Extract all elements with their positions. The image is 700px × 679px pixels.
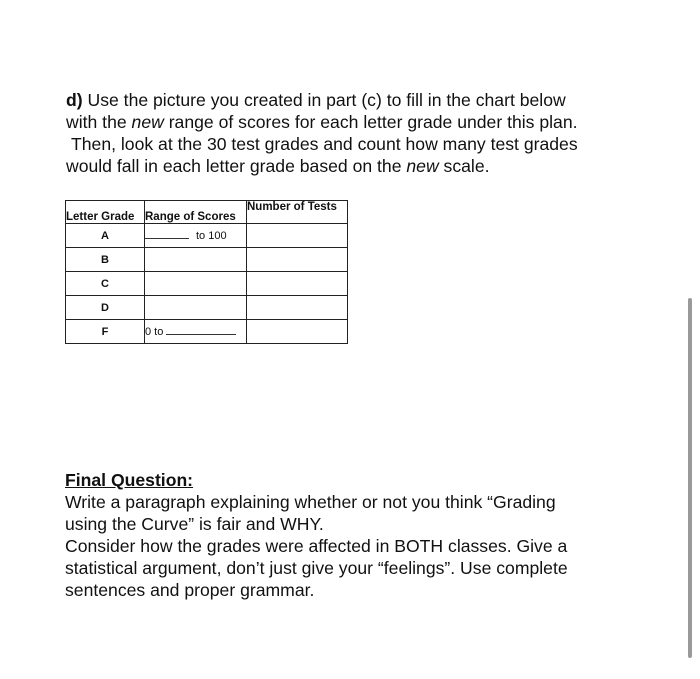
header-letter-grade: Letter Grade — [66, 201, 145, 224]
table-row — [66, 248, 348, 272]
part-d-line-2 — [66, 111, 646, 133]
final-question-title: Final Question: — [65, 470, 194, 490]
fill-in-blank[interactable] — [166, 334, 236, 335]
table-row — [66, 320, 348, 344]
grade-table-header-row — [66, 201, 348, 224]
final-question-line-2: using the Curve” is fair and WHY. — [65, 514, 324, 534]
count-cell-d[interactable] — [247, 296, 348, 320]
part-d-line-2-start: with the — [66, 112, 127, 132]
grade-table — [65, 200, 348, 344]
part-d-instructions — [66, 89, 646, 177]
part-d-new-emphasis-2: new — [406, 156, 439, 176]
letter-cell-c: C — [66, 272, 145, 296]
letter-cell-d: D — [66, 296, 145, 320]
part-d-line-2-end: range of scores for each letter grade under this plan. — [168, 112, 578, 132]
count-cell-a[interactable] — [247, 224, 348, 248]
final-question-line-5: sentences and proper grammar. — [65, 580, 315, 600]
final-question — [65, 469, 655, 601]
range-cell-b[interactable] — [145, 248, 247, 272]
count-cell-b[interactable] — [247, 248, 348, 272]
part-d-new-emphasis: new — [131, 112, 164, 132]
part-d-label: d) — [66, 90, 83, 110]
vertical-scrollbar[interactable] — [688, 298, 692, 658]
range-cell-a[interactable] — [145, 224, 247, 248]
part-d-line-4-start: would fall in each letter grade based on the — [66, 156, 402, 176]
range-cell-d[interactable] — [145, 296, 247, 320]
range-prefix-f: 0 to — [145, 325, 164, 338]
fill-in-blank[interactable] — [145, 238, 189, 239]
header-number-of-tests: Number of Tests — [247, 201, 348, 224]
final-question-line-4: statistical argument, don’t just give your “feelings”. Use complete — [65, 558, 568, 578]
count-cell-f[interactable] — [247, 320, 348, 344]
part-d-line-3: Then, look at the 30 test grades and count how many test grades — [71, 134, 578, 154]
range-suffix-a: to 100 — [196, 229, 227, 242]
final-question-line-1: Write a paragraph explaining whether or not you think “Grading — [65, 492, 556, 512]
part-d-line-1 — [66, 89, 646, 111]
range-cell-f[interactable] — [145, 320, 247, 344]
table-row — [66, 296, 348, 320]
table-row — [66, 272, 348, 296]
final-question-line-3: Consider how the grades were affected in BOTH classes. Give a — [65, 536, 568, 556]
count-cell-c[interactable] — [247, 272, 348, 296]
part-d-line-4-end: scale. — [443, 156, 490, 176]
range-cell-c[interactable] — [145, 272, 247, 296]
header-range-of-scores: Range of Scores — [145, 201, 247, 224]
part-d-line-4 — [66, 155, 646, 177]
part-d-line-1-text: Use the picture you created in part (c) to fill in the chart below — [87, 90, 566, 110]
table-row — [66, 224, 348, 248]
letter-cell-f: F — [66, 320, 145, 344]
letter-cell-b: B — [66, 248, 145, 272]
letter-cell-a: A — [66, 224, 145, 248]
